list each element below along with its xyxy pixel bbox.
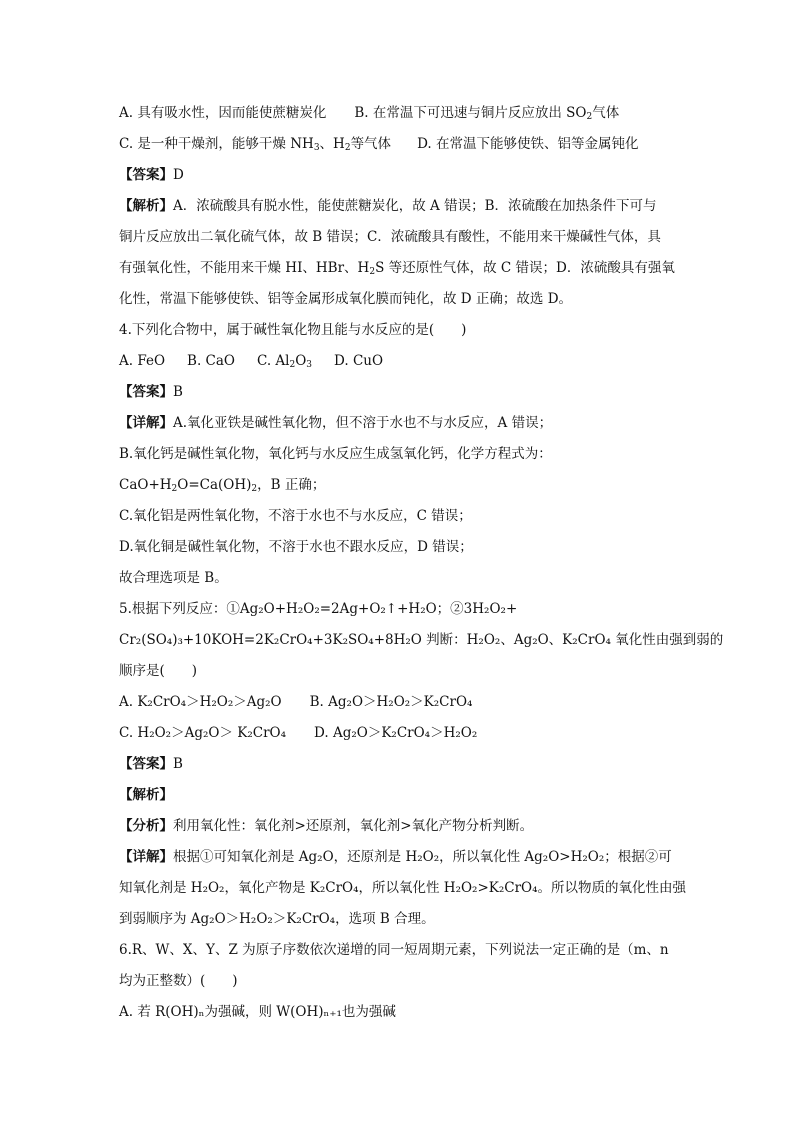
- q4-options: [119, 346, 679, 377]
- q5-option-d: D. Ag₂O＞K₂CrO₄＞H₂O₂: [314, 725, 478, 741]
- q4-answer: 【答案】B: [119, 384, 183, 400]
- q5-options-cd: [119, 718, 679, 749]
- q3-analysis-line: 铜片反应放出二氧化硫气体，故 B 错误；C．浓硫酸具有酸性，不能用来干燥碱性气体，具: [119, 229, 661, 245]
- q6-stem: 6.R、W、X、Y、Z 为原子序数依次递增的同一短周期元素，下列说法一定正确的是（m、n: [119, 942, 669, 958]
- q4-option-c: C. $Al_2O_3$: [256, 353, 313, 370]
- q5-answer: 【答案】B: [119, 756, 183, 772]
- q5-option-a: A. K₂CrO₄＞H₂O₂＞Ag₂O: [119, 694, 282, 710]
- q5-detail-line: 知氧化剂是 H₂O₂，氧化产物是 K₂CrO₄，所以氧化性 H₂O₂>K₂CrO₄。所以物质的氧化性由强: [119, 880, 687, 896]
- q4-option-a: A. FeO: [119, 353, 166, 369]
- q3-analysis-line: 有强氧化性，不能用来干燥 HI、HBr、$H_2S$ 等还原性气体，故 C 错误；D．浓硫酸具有强氧: [119, 260, 675, 277]
- q5-option-b: B. Ag₂O＞H₂O₂＞K₂CrO₄: [309, 694, 473, 710]
- q3-option-b: B. 在常温下可迅速与铜片反应放出 $SO_2$气体: [354, 105, 620, 122]
- q3-analysis-line: 【解析】A．浓硫酸具有脱水性，能使蔗糖炭化，故 A 错误；B．浓硫酸在加热条件下可与: [119, 198, 657, 214]
- q4-detail-line: 故合理选项是 B。: [119, 570, 228, 586]
- q4-detail-line: C.氧化铝是两性氧化物，不溶于水也不与水反应，C 错误；: [119, 508, 472, 524]
- q5-detail-line: 到弱顺序为 Ag₂O＞H₂O₂＞K₂CrO₄，选项 B 合理。: [119, 911, 435, 927]
- q5-stem: 5.根据下列反应：①Ag₂O+H₂O₂=2Ag+O₂↑+H₂O；②3H₂O₂+: [119, 601, 518, 617]
- q3-answer: 【答案】D: [119, 167, 184, 183]
- q3-option-c: C. 是一种干燥剂，能够干燥 $NH_3$、$H_2$等气体: [119, 136, 392, 153]
- q4-option-b: B. CaO: [187, 353, 235, 369]
- q5-analysis-tag: 【解析】: [119, 787, 173, 803]
- q6-option-a: A. 若 R(OH)ₙ为强碱，则 W(OH)ₙ₊₁也为强碱: [119, 1004, 396, 1020]
- q4-detail-line: B.氧化钙是碱性氧化物，氧化钙与水反应生成氢氧化钙，化学方程式为：: [119, 446, 552, 462]
- q5-options-ab: [119, 687, 679, 718]
- q4-option-d: D. CuO: [334, 353, 384, 369]
- q4-detail-line: 【详解】A.氧化亚铁是碱性氧化物，但不溶于水也不与水反应，A 错误；: [119, 415, 553, 431]
- q3-options-ab: [119, 98, 679, 129]
- q3-option-a: A. 具有吸水性，因而能使蔗糖炭化: [119, 105, 327, 121]
- q4-stem: 4.下列化合物中，属于碱性氧化物且能与水反应的是( ): [119, 322, 467, 338]
- document-page: [119, 98, 724, 1028]
- q4-detail-line: D.氧化铜是碱性氧化物，不溶于水也不跟水反应，D 错误；: [119, 539, 473, 555]
- q5-option-c: C. H₂O₂＞Ag₂O＞ K₂CrO₄: [119, 725, 287, 741]
- q5-detail-line: 【详解】根据①可知氧化剂是 Ag₂O，还原剂是 H₂O₂，所以氧化性 Ag₂O>H₂O₂；根据②可: [119, 849, 672, 865]
- q3-analysis-line: 化性，常温下能够使铁、铝等金属形成氧化膜而钝化，故 D 正确；故选 D。: [119, 291, 573, 307]
- q3-option-d: D. 在常温下能够使铁、铝等金属钝化: [417, 136, 639, 152]
- q3-options-cd: [119, 129, 679, 160]
- q5-stem: Cr₂(SO₄)₃+10KOH=2K₂CrO₄+3K₂SO₄+8H₂O 判断：H₂O₂、Ag₂O、K₂CrO₄ 氧化性由强到弱的: [119, 632, 724, 648]
- q5-fenxi: 【分析】利用氧化性：氧化剂>还原剂，氧化剂>氧化产物分析判断。: [119, 818, 534, 834]
- q6-stem: 均为正整数）( ): [119, 973, 238, 989]
- q5-stem: 顺序是( ): [119, 663, 198, 679]
- q4-detail-line: $CaO+H_2O=Ca(OH)_2$，B 正确；: [119, 477, 326, 494]
